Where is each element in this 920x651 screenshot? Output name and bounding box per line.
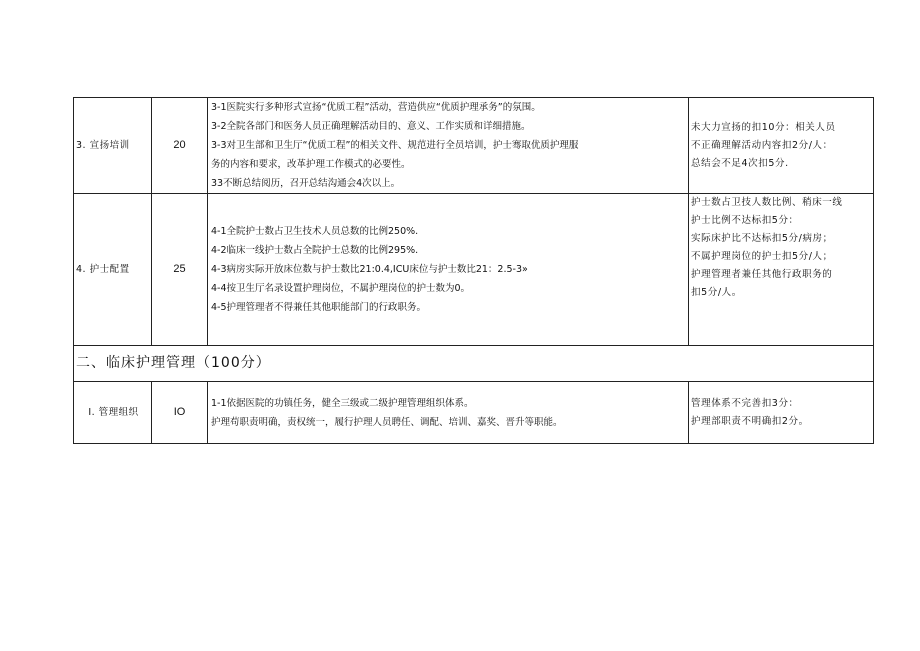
deduction-line: 管理体系不完善扣3分： — [691, 397, 799, 409]
category-cell: 3. 宣扬培训 — [74, 98, 152, 194]
standard-line: 4-4按卫生厅名录设置护理岗位，不属护理岗位的护士数为0。 — [211, 283, 471, 294]
standard-line: 1-1依据医院的功镇任务，健全三级或二级护理管理组织体系。 — [211, 397, 474, 409]
deduction-line: 实际床护比不达标扣5分/病房； — [691, 233, 833, 244]
table-row — [74, 194, 874, 346]
deduction-line: 护士比例不达标扣5分： — [691, 215, 799, 226]
score-cell: IO — [152, 382, 208, 444]
deduction-line: 不正确理解活动内容扣2分/人： — [691, 139, 833, 151]
deductions-cell — [689, 382, 874, 444]
deductions-cell — [689, 194, 874, 346]
table-row — [74, 98, 874, 194]
category-cell: 4. 护士配置 — [74, 194, 152, 346]
deduction-line: 总结会不足4次扣5分. — [691, 157, 789, 169]
standard-line: 33不断总结阅历，召开总结沟通会4次以上。 — [211, 178, 401, 189]
standard-line: 3-3对卫生部和卫生厅“优质工程”的相关文件、规范进行全员培训，护士骞取优质护理服 — [211, 140, 579, 151]
standard-line: 4-2临床一线护士数占全院护士总数的比例295%. — [211, 245, 419, 256]
standard-line: 4-5护理管理者不得兼任其他职能部门的行政职务。 — [211, 302, 427, 313]
deduction-line: 不属护理岗位的护士扣5分/人； — [691, 251, 833, 262]
standard-line: 4-1全院护士数占卫生技术人员总数的比例250%. — [211, 226, 419, 237]
score-cell: 25 — [152, 194, 208, 346]
score-cell: 20 — [152, 98, 208, 194]
standards-cell — [208, 382, 689, 444]
table-row — [74, 382, 874, 444]
evaluation-table — [73, 97, 874, 444]
standard-line: 3-2全院各部门和医务人员正确理解活动目的、意义、工作实质和详细措施。 — [211, 121, 531, 132]
deductions-cell — [689, 98, 874, 194]
deduction-line: 护士数占卫技人数比例、稍床一线 — [691, 197, 843, 208]
standard-line: 4-3病房实际开放床位数与护士数比21:0.4,ICU床位与护士数比21：2.5-3» — [211, 264, 528, 275]
section-row — [74, 346, 874, 382]
standard-line: 务的内容和要求，改革护理工作模式的必要性。 — [211, 159, 411, 170]
deduction-line: 护理部职责不明确扣2分。 — [691, 415, 809, 427]
standard-line: 3-1医院实行多种形式宣扬“优质工程”活动，营造供应“优质护理承务”的氛围。 — [211, 102, 541, 113]
deduction-line: 护理管理者兼任其他行政职务的 — [691, 269, 833, 280]
section-title: 二、临床护理管理（100分） — [74, 346, 874, 382]
deduction-line: 扣5分/人。 — [691, 287, 742, 298]
standards-cell — [208, 194, 689, 346]
category-cell: I. 管理组织 — [74, 382, 152, 444]
deduction-line: 未大力宣扬的扣10分：相关人员 — [691, 121, 836, 133]
standards-cell — [208, 98, 689, 194]
standard-line: 护理苟职责明确，责权统一，履行护理人员聘任、调配、培训、嘉奖、晋升等职能。 — [211, 416, 563, 428]
